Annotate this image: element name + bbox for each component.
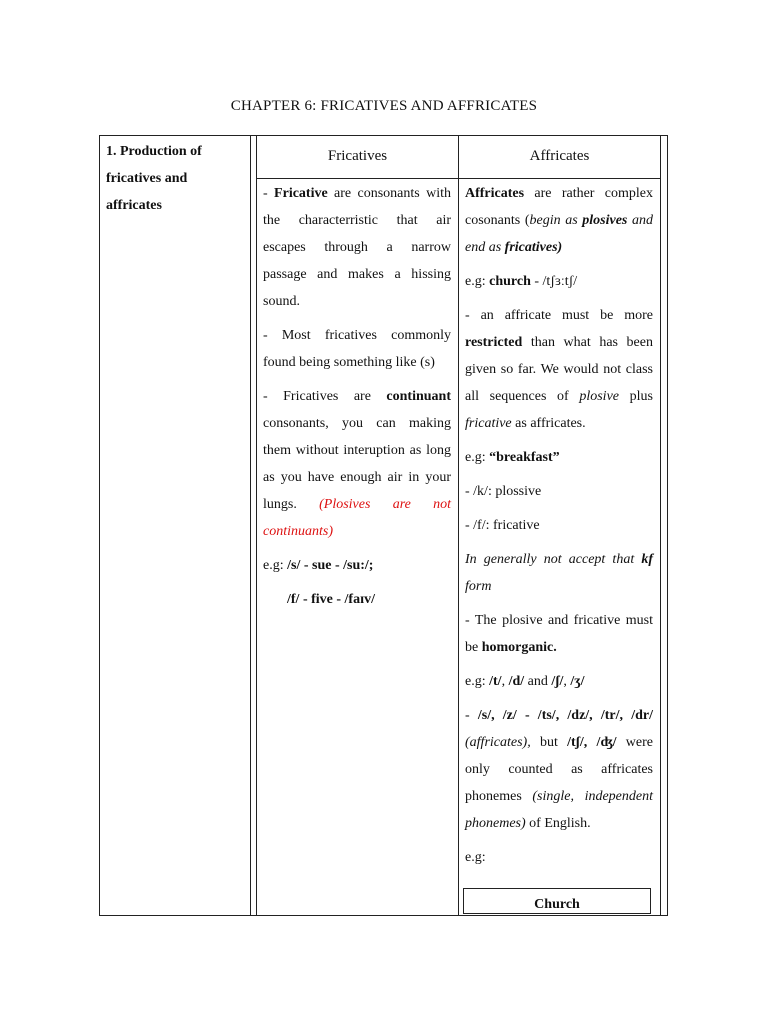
f-line: - /f/: fricative — [465, 518, 540, 533]
text: , — [563, 674, 571, 689]
fricatives-example-1 — [263, 552, 451, 579]
homorganic-rule — [465, 607, 653, 661]
kf-note — [465, 546, 653, 600]
text: , — [501, 674, 509, 689]
text: e.g: — [465, 450, 490, 465]
text: and — [524, 674, 552, 689]
term-affricates: Affricates — [465, 186, 525, 201]
text: (single, independent phonemes) — [465, 789, 654, 831]
table-top-border — [99, 135, 668, 136]
text: plosive — [579, 389, 619, 404]
phonemes-paragraph — [465, 702, 653, 837]
text: consonants, you can making them without interuption as long as you have enough air in your lungs. — [263, 416, 451, 512]
text: are rather complex cosonants ( — [465, 186, 653, 228]
text: were only counted as affricates phonemes — [465, 735, 654, 804]
red-note: (Plosives are not continuants) — [263, 497, 451, 539]
text: form — [465, 579, 492, 594]
affricates-example-3 — [465, 668, 653, 695]
column-divider-3a — [660, 135, 661, 916]
header-fricatives: Fricatives — [327, 148, 388, 164]
row-heading: 1. Production of fricatives and affricates — [106, 144, 202, 213]
affricates-restricted — [465, 302, 653, 437]
term-plosives: plosives — [582, 213, 628, 228]
fricatives-definition — [263, 180, 451, 315]
text: - an affricate must be more — [465, 308, 653, 323]
fricatives-example-2 — [263, 586, 451, 613]
term-fricative: Fricative — [274, 186, 328, 201]
example: church — [489, 274, 531, 289]
table-right-border — [667, 135, 668, 916]
header-affricates: Affricates — [529, 148, 590, 164]
text: (affricates), — [465, 735, 531, 750]
term-restricted: restricted — [465, 335, 523, 350]
k-line: - /k/: plossive — [465, 484, 542, 499]
example: /f/ - five - /faɪv/ — [287, 592, 375, 607]
column-divider-1b — [256, 135, 257, 916]
text: of English. — [525, 816, 591, 831]
text: but — [530, 735, 568, 750]
text: fricative — [465, 416, 512, 431]
affricates-column — [465, 180, 653, 878]
symbol: /d/ — [508, 674, 525, 689]
text: begin as — [529, 213, 583, 228]
term-homorganic: homorganic. — [481, 640, 557, 655]
text: - The plosive and fricative must be — [465, 613, 653, 655]
fricatives-continuant — [263, 383, 451, 545]
text: are consonants with the characterristic that air escapes through a narrow passage and makes a hissing sound. — [263, 186, 451, 309]
symbols: /tʃ/, /ʤ/ — [567, 735, 617, 750]
text: than what has been given so far. We would not class all sequences of — [465, 335, 653, 404]
table-left-border — [99, 135, 100, 916]
symbols: /s/, /z/ - /ts/, /dz/, /tr/, /dr/ — [477, 708, 653, 723]
fricatives-common: - Most fricatives commonly found being something like (s) — [263, 328, 451, 370]
symbol: /t/ — [489, 674, 502, 689]
term-continuant: continuant — [386, 389, 451, 404]
fricatives-column — [263, 180, 451, 620]
affricates-example-2 — [465, 444, 653, 471]
affricates-example-4: e.g: — [465, 850, 486, 865]
text: kf — [641, 552, 653, 567]
affricates-definition — [465, 180, 653, 261]
text: In generally not accept that — [465, 552, 642, 567]
column-divider-1a — [250, 135, 251, 916]
symbol: /ʃ/ — [551, 674, 564, 689]
affricates-example-1 — [465, 268, 653, 295]
text: - Fricatives are — [263, 389, 387, 404]
text: e.g: — [465, 274, 490, 289]
church-box: Church — [463, 888, 651, 914]
text: - — [263, 186, 275, 201]
term-fricatives: fricatives) — [504, 240, 563, 255]
text: e.g: — [263, 558, 288, 573]
text: e.g: — [465, 674, 490, 689]
text: and end as — [465, 213, 653, 255]
column-divider-2 — [458, 135, 459, 916]
table-bottom-border — [99, 915, 668, 916]
example: /s/ - sue - /su:/; — [287, 558, 374, 573]
page-title: CHAPTER 6: FRICATIVES AND AFFRICATES — [230, 98, 538, 114]
symbol: /ʒ/ — [570, 674, 585, 689]
example: “breakfast” — [489, 450, 560, 465]
text: - /tʃɜːtʃ/ — [530, 274, 578, 289]
text: plus — [619, 389, 653, 404]
text: as affricates. — [511, 416, 586, 431]
text: - — [465, 708, 478, 723]
